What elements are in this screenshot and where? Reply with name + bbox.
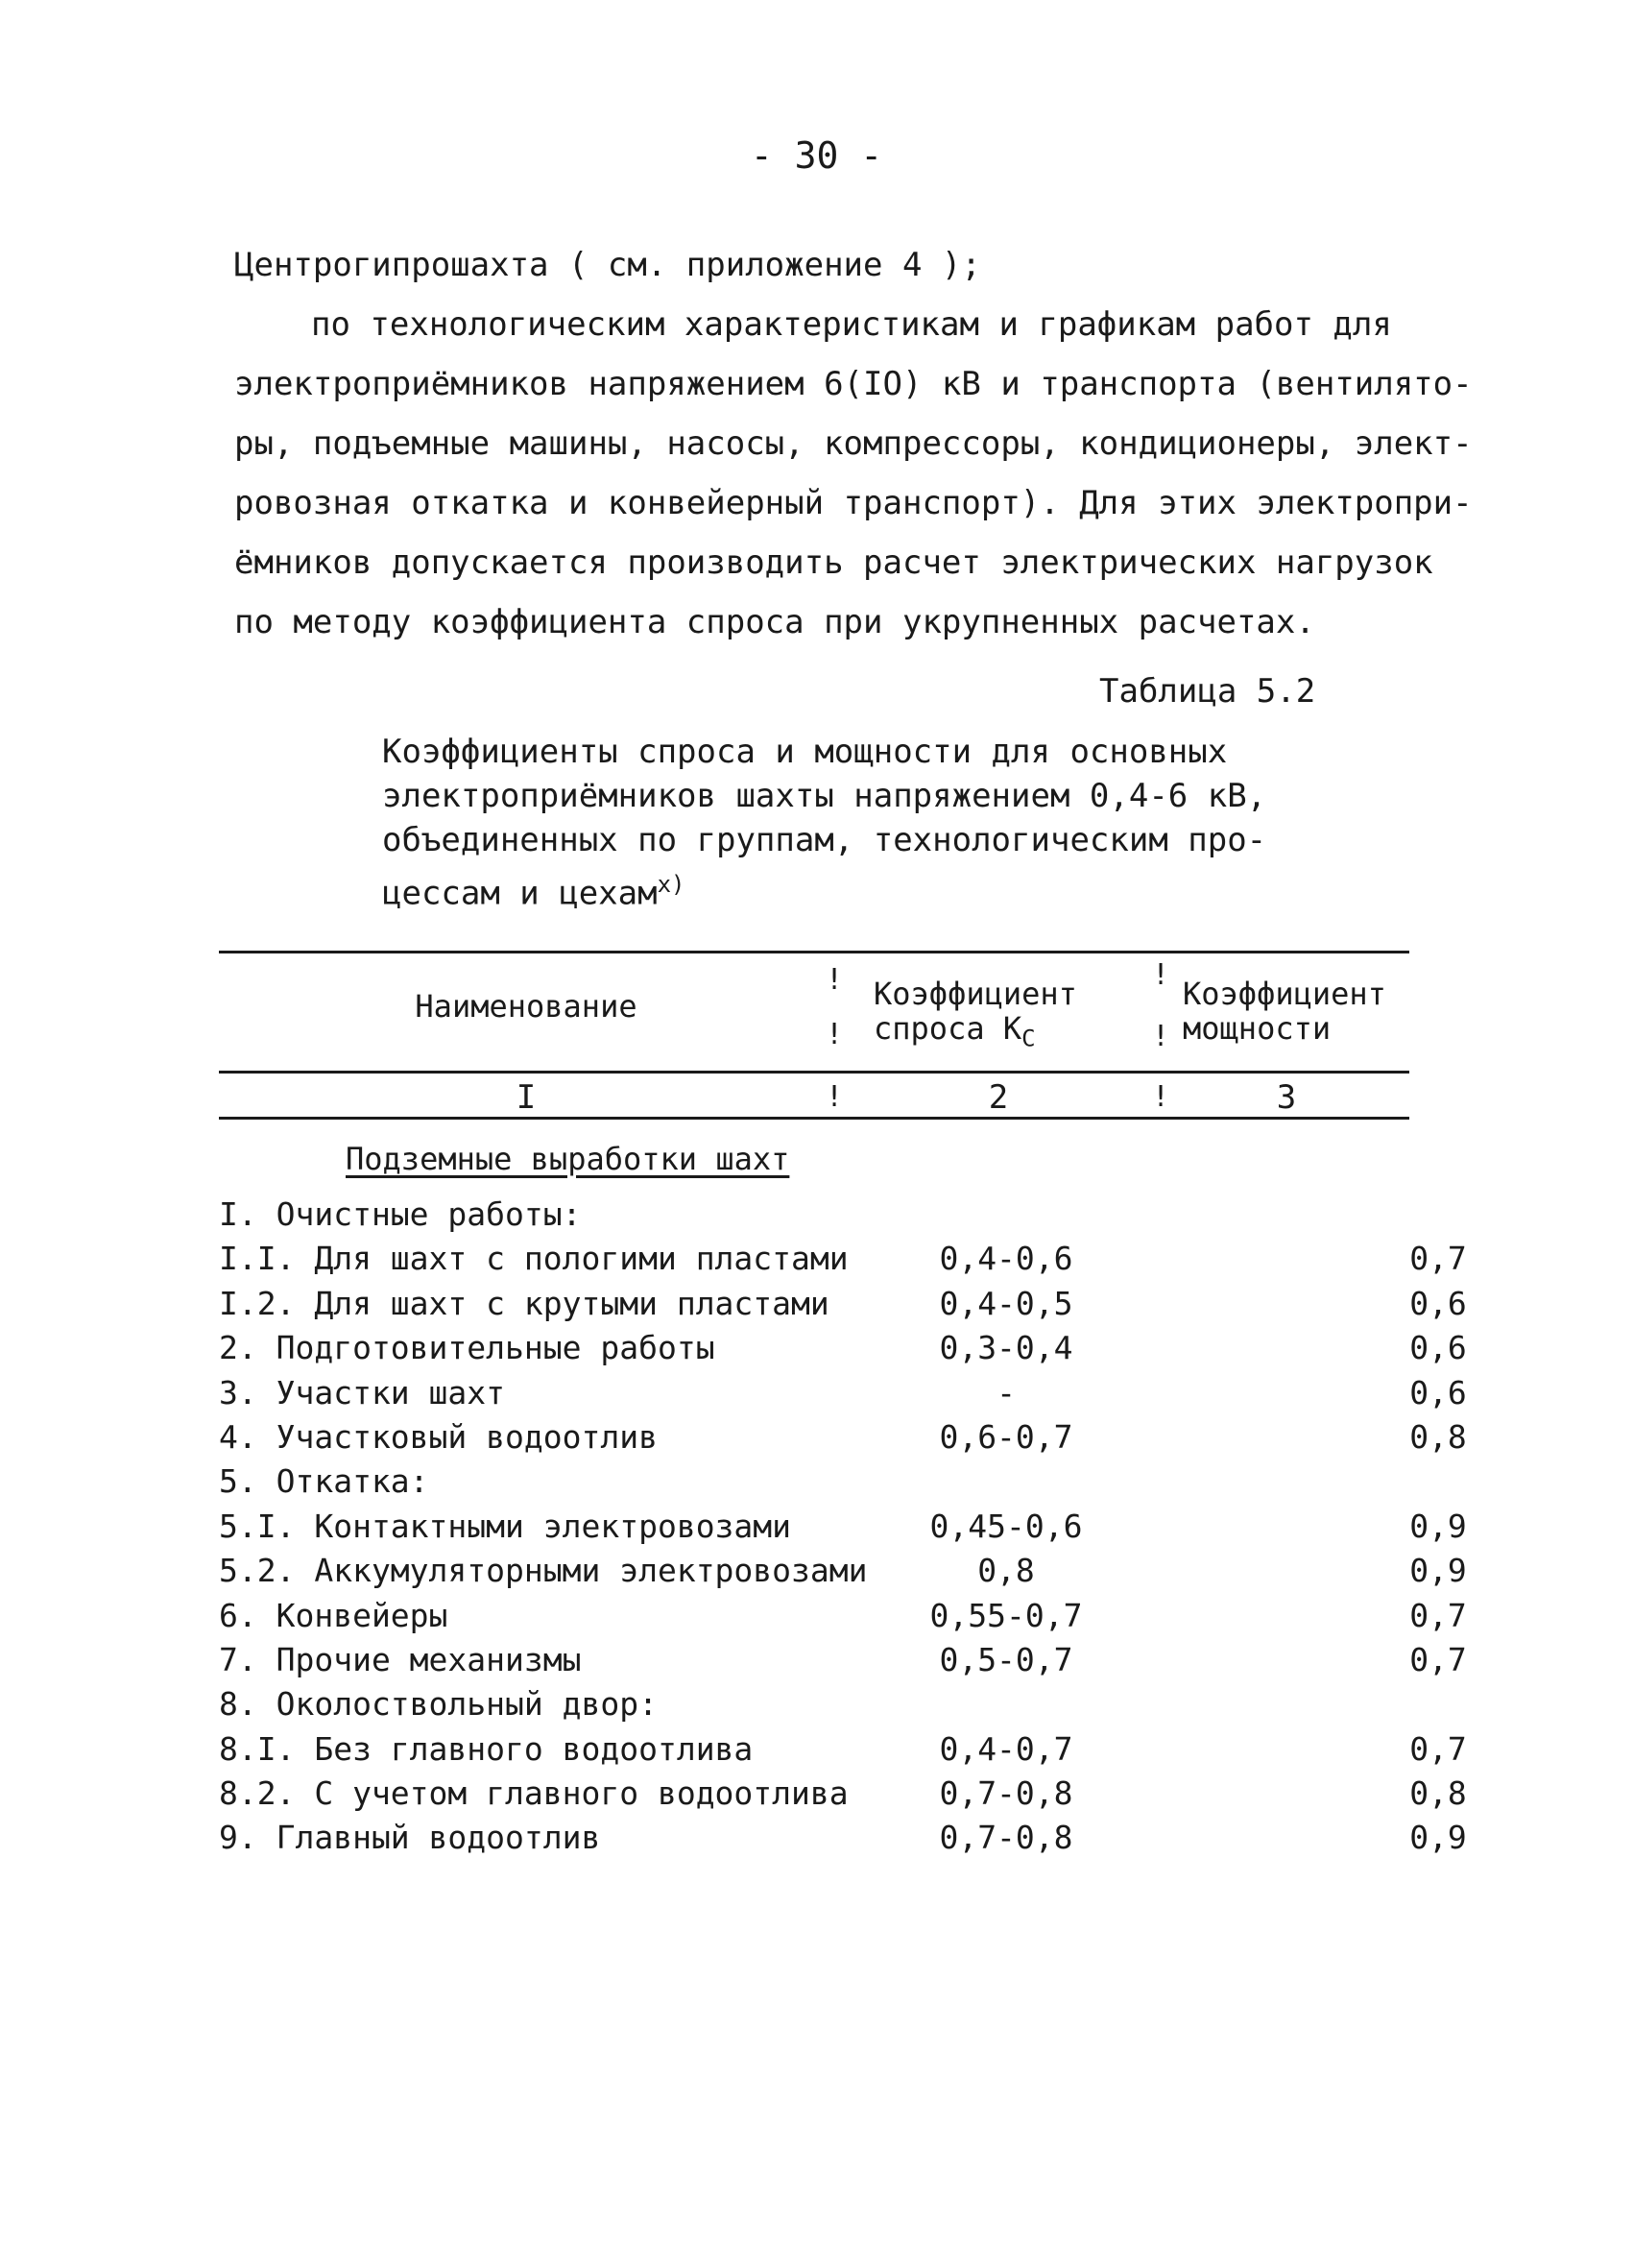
page-number: - 30 - xyxy=(750,134,883,177)
table-row: 6. Конвейеры 0,55-0,7 0,7 xyxy=(219,1596,1467,1634)
body-line: ёмников допускается производить расчет электрических нагрузок xyxy=(234,543,1433,582)
table-row: 5.2. Аккумуляторными электровозами 0,8 0,9 xyxy=(219,1552,1467,1590)
col-header-demand: Коэффициент спроса $К_С$ xyxy=(874,976,1077,1052)
body-line: электроприёмников напряжением 6(IO) кВ и транспорта (вентилято- xyxy=(234,365,1473,403)
caption-line-text: цессам и цехам xyxy=(382,874,658,913)
table-number-rule xyxy=(219,1117,1409,1120)
table-row: 5. Откатка: xyxy=(219,1462,429,1501)
column-separator: ! xyxy=(1152,1020,1170,1053)
table-row: 2. Подготовительные работы 0,3-0,4 0,6 xyxy=(219,1329,1467,1367)
col-number-3: 3 xyxy=(1276,1078,1297,1117)
table-row: 9. Главный водоотлив 0,7-0,8 0,9 xyxy=(219,1819,1467,1857)
table-body xyxy=(219,1195,1467,1864)
table-row: 5.I. Контактными электровозами 0,45-0,6 0,9 xyxy=(219,1507,1467,1545)
caption-line: Коэффициенты спроса и мощности для основных xyxy=(382,733,1228,771)
section-title: Подземные выработки шахт xyxy=(346,1141,790,1177)
column-separator: ! xyxy=(826,963,844,997)
table-row: I.2. Для шахт с крутыми пластами 0,4-0,5 0,6 xyxy=(219,1284,1467,1322)
table-row: 8.I. Без главного водоотлива 0,4-0,7 0,7 xyxy=(219,1729,1467,1768)
caption-line: объединенных по группам, технологическим про- xyxy=(382,821,1267,859)
col-header-name: Наименование xyxy=(415,988,637,1025)
caption-line xyxy=(382,862,1266,915)
body-line: Центрогипрошахта ( см. приложение 4 ); xyxy=(234,246,981,284)
col-number-1: I xyxy=(516,1078,537,1117)
body-text xyxy=(234,235,1473,652)
table-top-rule xyxy=(219,951,1409,953)
caption-line: электроприёмников шахты напряжением 0,4-6 кВ, xyxy=(382,777,1267,815)
body-line: ры, подъемные машины, насосы, компрессоры, кондиционеры, элект- xyxy=(234,424,1473,463)
table-row: 4. Участковый водоотлив 0,6-0,7 0,8 xyxy=(219,1417,1467,1456)
table-row: 7. Прочие механизмы 0,5-0,7 0,7 xyxy=(219,1640,1467,1678)
table-row: 3. Участки шахт - 0,6 xyxy=(219,1373,1467,1411)
table-caption xyxy=(382,730,1266,915)
column-separator: ! xyxy=(826,1018,844,1051)
column-separator: ! xyxy=(1152,958,1170,992)
body-line: по методу коэффициента спроса при укрупненных расчетах. xyxy=(234,603,1315,641)
col-header-power: Коэффициент мощности xyxy=(1183,976,1386,1047)
col-number-2: 2 xyxy=(988,1078,1009,1117)
body-line: по технологическим характеристикам и графикам работ для xyxy=(311,305,1392,344)
column-separator: ! xyxy=(1152,1080,1170,1114)
table-row: I. Очистные работы: xyxy=(219,1195,582,1233)
footnote-mark: x) xyxy=(657,871,685,898)
table-row: I.I. Для шахт с пологими пластами 0,4-0,6 0,7 xyxy=(219,1240,1467,1278)
body-line: ровозная откатка и конвейерный транспорт). Для этих электропри- xyxy=(234,484,1473,522)
column-separator: ! xyxy=(826,1080,844,1114)
table-row: 8. Околоствольный двор: xyxy=(219,1685,658,1724)
table-label: Таблица 5.2 xyxy=(1099,672,1316,711)
table-header-rule xyxy=(219,1071,1409,1074)
table-row: 8.2. С учетом главного водоотлива 0,7-0,8 0,8 xyxy=(219,1774,1467,1813)
